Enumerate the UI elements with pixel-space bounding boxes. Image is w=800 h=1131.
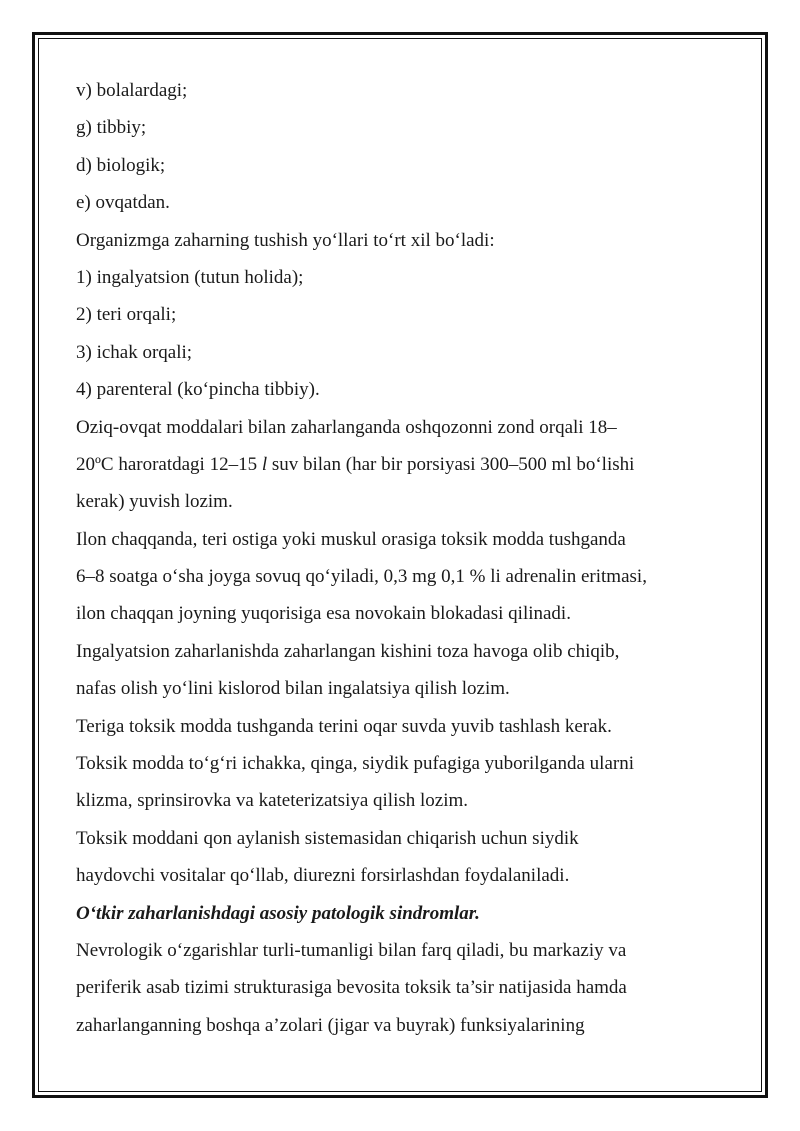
text-run: 20ºC haroratdagi 12–15 [76,453,262,475]
list-item: v) bolalardagi; [76,80,188,101]
paragraph-line: periferik asab tizimi strukturasiga bevosita toksik ta’sir natijasida hamda [76,977,627,999]
list-item: 2) teri orqali; [76,304,177,326]
list-item: e) ovqatdan. [76,192,170,214]
document-body [76,72,736,1044]
paragraph-line: Teriga toksik modda tushganda terini oqar suvda yuvib tashlash kerak. [76,715,612,737]
paragraph-line: ilon chaqqan joyning yuqorisiga esa novokain blokadasi qilinadi. [76,603,571,625]
paragraph-line: Ingalyatsion zaharlanishda zaharlangan kishini toza havoga olib chiqib, [76,640,620,662]
list-item: 3) ichak orqali; [76,341,193,363]
paragraph-line [76,446,736,483]
list-item: d) biologik; [76,154,166,176]
paragraph-line: haydovchi vositalar qo‘llab, diurezni forsirlashdan foydalaniladi. [76,865,570,887]
paragraph-line: Toksik modda to‘g‘ri ichakka, qinga, siydik pufagiga yuborilganda ularni [76,753,634,775]
paragraph-line: Oziq-ovqat moddalari bilan zaharlanganda oshqozonni zond orqali 18– [76,416,617,438]
paragraph-line: nafas olish yo‘lini kislorod bilan ingalatsiya qilish lozim. [76,678,510,700]
section-heading: O‘tkir zaharlanishdagi asosiy patologik sindromlar. [76,902,480,924]
paragraph-line: Nevrologik o‘zgarishlar turli-tumanligi bilan farq qiladi, bu markaziy va [76,939,627,961]
unit-litre: l [261,453,268,475]
paragraph-line: klizma, sprinsirovka va kateterizatsiya qilish lozim. [76,790,469,812]
paragraph-line: zaharlanganning boshqa a’zolari (jigar va buyrak) funksiyalarining [76,1014,585,1036]
list-item: 1) ingalyatsion (tutun holida); [76,266,304,288]
paragraph-line: Ilon chaqqanda, teri ostiga yoki muskul orasiga toksik modda tushganda [76,528,626,550]
list-item: 4) parenteral (ko‘pincha tibbiy). [76,379,320,401]
paragraph-line: kerak) yuvish lozim. [76,491,233,513]
paragraph-line: Organizmga zaharning tushish yo‘llari to‘rt xil bo‘ladi: [76,229,495,251]
paragraph-line: Toksik moddani qon aylanish sistemasidan chiqarish uchun siydik [76,827,579,849]
paragraph-line: 6–8 soatga o‘sha joyga sovuq qo‘yiladi, 0,3 mg 0,1 % li adrenalin eritmasi, [76,566,647,588]
text-run: suv bilan (har bir porsiyasi 300–500 ml bo‘lishi [267,453,635,475]
list-item: g) tibbiy; [76,117,147,139]
